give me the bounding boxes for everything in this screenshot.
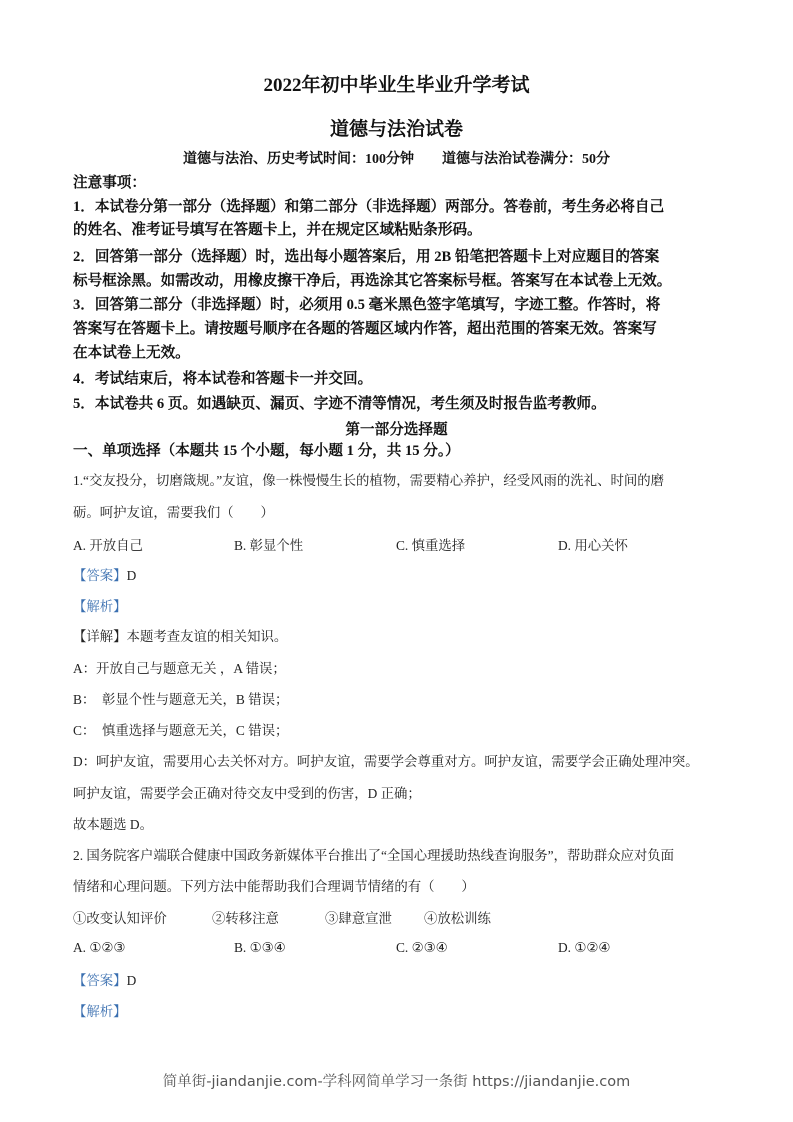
question-2-analysis-label: 【解析】: [73, 1004, 127, 1019]
answer-value: D: [126, 568, 137, 583]
question-2-option-b: B. ①③④: [234, 940, 286, 955]
question-1-detail: 故本题选 D。: [73, 817, 153, 832]
answer-value: D: [126, 973, 137, 988]
question-1-detail: C： 慎重选择与题意无关，C 错误；: [73, 723, 289, 738]
question-2-stem: 情绪和心理问题。下列方法中能帮助我们合理调节情绪的有（ ）: [73, 879, 475, 894]
question-1-detail: B： 彰显个性与题意无关，B 错误；: [73, 692, 289, 707]
question-1-analysis-label: 【解析】: [73, 599, 127, 614]
question-1-detail: D：呵护友谊，需要用心去关怀对方。呵护友谊，需要学会尊重对方。呵护友谊，需要学会正确处理冲突。: [73, 754, 699, 769]
notice-line: 2．回答第一部分（选择题）时，选出每小题答案后，用 2B 铅笔把答题卡上对应题目的答案: [73, 249, 660, 265]
notice-line: 的姓名、准考证号填写在答题卡上，并在规定区域粘贴条形码。: [73, 222, 482, 238]
question-1-detail: 呵护友谊，需要学会正确对待交友中受到的伤害，D 正确；: [73, 786, 421, 801]
question-1-option-c: C. 慎重选择: [396, 538, 466, 553]
notice-line: 答案写在答题卡上。请按题号顺序在各题的答题区域内作答，超出范围的答案无效。答案写: [73, 321, 657, 337]
notice-line: 1．本试卷分第一部分（选择题）和第二部分（非选择题）两部分。答卷前，考生务必将自己: [73, 199, 665, 215]
question-1-stem: 砺。呵护友谊，需要我们（ ）: [73, 505, 274, 520]
question-2-answer: [73, 971, 136, 991]
question-2-option-a: A. ①②③: [73, 940, 126, 955]
question-1-detail: A：开放自己与题意无关 ，A 错误；: [73, 661, 286, 676]
section-heading: 一、单项选择（本题共 15 个小题，每小题 1 分，共 15 分。）: [73, 443, 460, 459]
part1-heading: 第一部分选择题: [345, 422, 448, 438]
subject-title: 道德与法治试卷: [329, 119, 463, 140]
question-2-stem: 2. 国务院客户端联合健康中国政务新媒体平台推出了“全国心理援助热线查询服务”，帮助群众应对负面: [73, 848, 675, 863]
question-2-option-c: C. ②③④: [396, 940, 448, 955]
notice-line: 4．考试结束后，将本试卷和答题卡一并交回。: [73, 371, 373, 387]
exam-title: 2022年初中毕业生毕业升学考试: [263, 75, 530, 96]
watermark-footer: 简单街-jiandanjie.com-学科网简单学习一条街 https://jiandanjie.com: [162, 1074, 631, 1090]
answer-label: 【答案】: [73, 973, 127, 988]
score-info: 道德与法治试卷满分：50分: [442, 152, 610, 167]
notice-line: 在本试卷上无效。: [73, 345, 190, 361]
exam-info: [0, 148, 793, 168]
question-2-option-d: D. ①②④: [558, 940, 611, 955]
notice-line: 5．本试卷共 6 页。如遇缺页、漏页、字迹不清等情况，考生须及时报告监考教师。: [73, 396, 606, 412]
question-1-option-b: B. 彰显个性: [234, 538, 304, 553]
notice-heading: 注意事项：: [73, 175, 146, 191]
answer-label: 【答案】: [73, 568, 127, 583]
notice-line: 标号框涂黑。如需改动，用橡皮擦干净后，再选涂其它答案标号框。答案写在本试卷上无效。: [73, 273, 672, 289]
time-info: 道德与法治、历史考试时间：100分钟: [183, 152, 414, 167]
question-2-item-4: ④放松训练: [424, 911, 491, 926]
question-2-item-2: ②转移注意: [212, 911, 279, 926]
question-1-detail: 【详解】本题考查友谊的相关知识。: [73, 629, 288, 644]
question-1-stem: 1.“交友投分，切磨箴规。”友谊，像一株慢慢生长的植物，需要精心养护，经受风雨的洗礼、时间的磨: [73, 473, 665, 488]
notice-line: 3．回答第二部分（非选择题）时，必须用 0.5 毫米黑色签字笔填写，字迹工整。作答时，将: [73, 297, 661, 313]
question-1-answer: [73, 566, 136, 586]
question-1-option-a: A. 开放自己: [73, 538, 143, 553]
question-2-item-1: ①改变认知评价: [73, 911, 167, 926]
question-1-option-d: D. 用心关怀: [558, 538, 628, 553]
question-2-item-3: ③肆意宣泄: [325, 911, 392, 926]
